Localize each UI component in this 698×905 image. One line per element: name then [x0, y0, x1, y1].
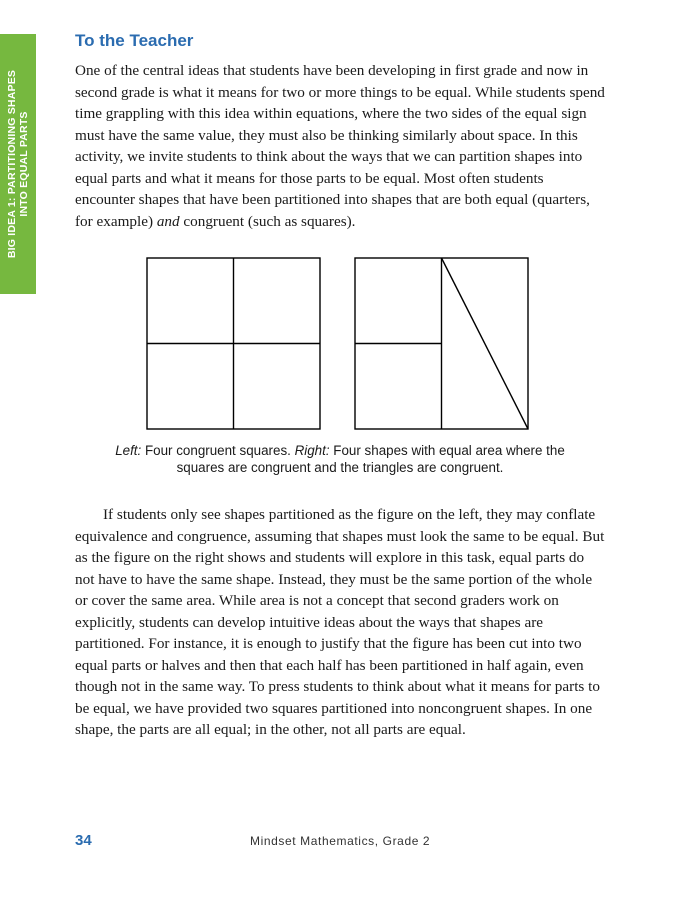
intro-paragraph: [75, 60, 605, 232]
sidebar-label-line1: BIG IDEA 1: PARTITIONING SHAPES: [6, 69, 18, 259]
page-number: 34: [75, 832, 92, 849]
caption-left-label: Left:: [115, 443, 142, 458]
sidebar-label-line2: INTO EQUAL PARTS: [18, 111, 30, 217]
section-heading: To the Teacher: [75, 31, 194, 50]
right-square-equal-area-shapes: [355, 258, 528, 429]
left-square-four-congruent-squares: [147, 258, 320, 429]
intro-text-after: congruent (such as squares).: [179, 212, 356, 230]
intro-text-emphasis: and: [156, 212, 180, 230]
partition-figure: [146, 257, 530, 430]
right-square-diagonal-divider: [442, 258, 529, 429]
caption-right-text: Four shapes with equal area where the squares are congruent and the triangles are congruent.: [176, 443, 565, 475]
sidebar-label: [6, 39, 30, 289]
figure-caption: [90, 442, 590, 476]
body-paragraph: If students only see shapes partitioned as the figure on the left, they may conflate equivalence and congruence, assuming that shapes must look the same to be equal. But as the figure on the right shows and students will explore in this task, equal parts do not have to have the same shape. Instead, they must be the same portion of the whole or cover the same area. While area is not a concept that second graders work on explicitly, students can develop intuitive ideas about the ways that shapes are partitioned. For instance, it is enough to justify that the figure has been cut into two equal parts or halves and then that each half has been partitioned in half again, even though not in the same way. To press students to think about what it means for parts to be equal, we have provided two squares partitioned into noncongruent shapes. In one shape, the parts are all equal; in the other, not all parts are equal.: [75, 506, 605, 738]
caption-left-text: Four congruent squares.: [141, 443, 295, 458]
intro-text-before: One of the central ideas that students have been developing in first grade and now in second grade is what it means for two or more things to be equal. While students spend time grappling with this idea within equations, where the two sides of the equal sign must have the same value, they must also be thinking similarly about space. In this activity, we invite students to think about the ways that we can partition shapes into equal parts and what it means for those parts to be equal. Most often students encounter shapes that have been partitioned into shapes that are both equal (quarters, for example): [75, 62, 605, 230]
partition-figure-svg: [146, 257, 530, 430]
caption-right-label: Right:: [294, 443, 330, 458]
footer-book-title: Mindset Mathematics, Grade 2: [250, 834, 431, 848]
